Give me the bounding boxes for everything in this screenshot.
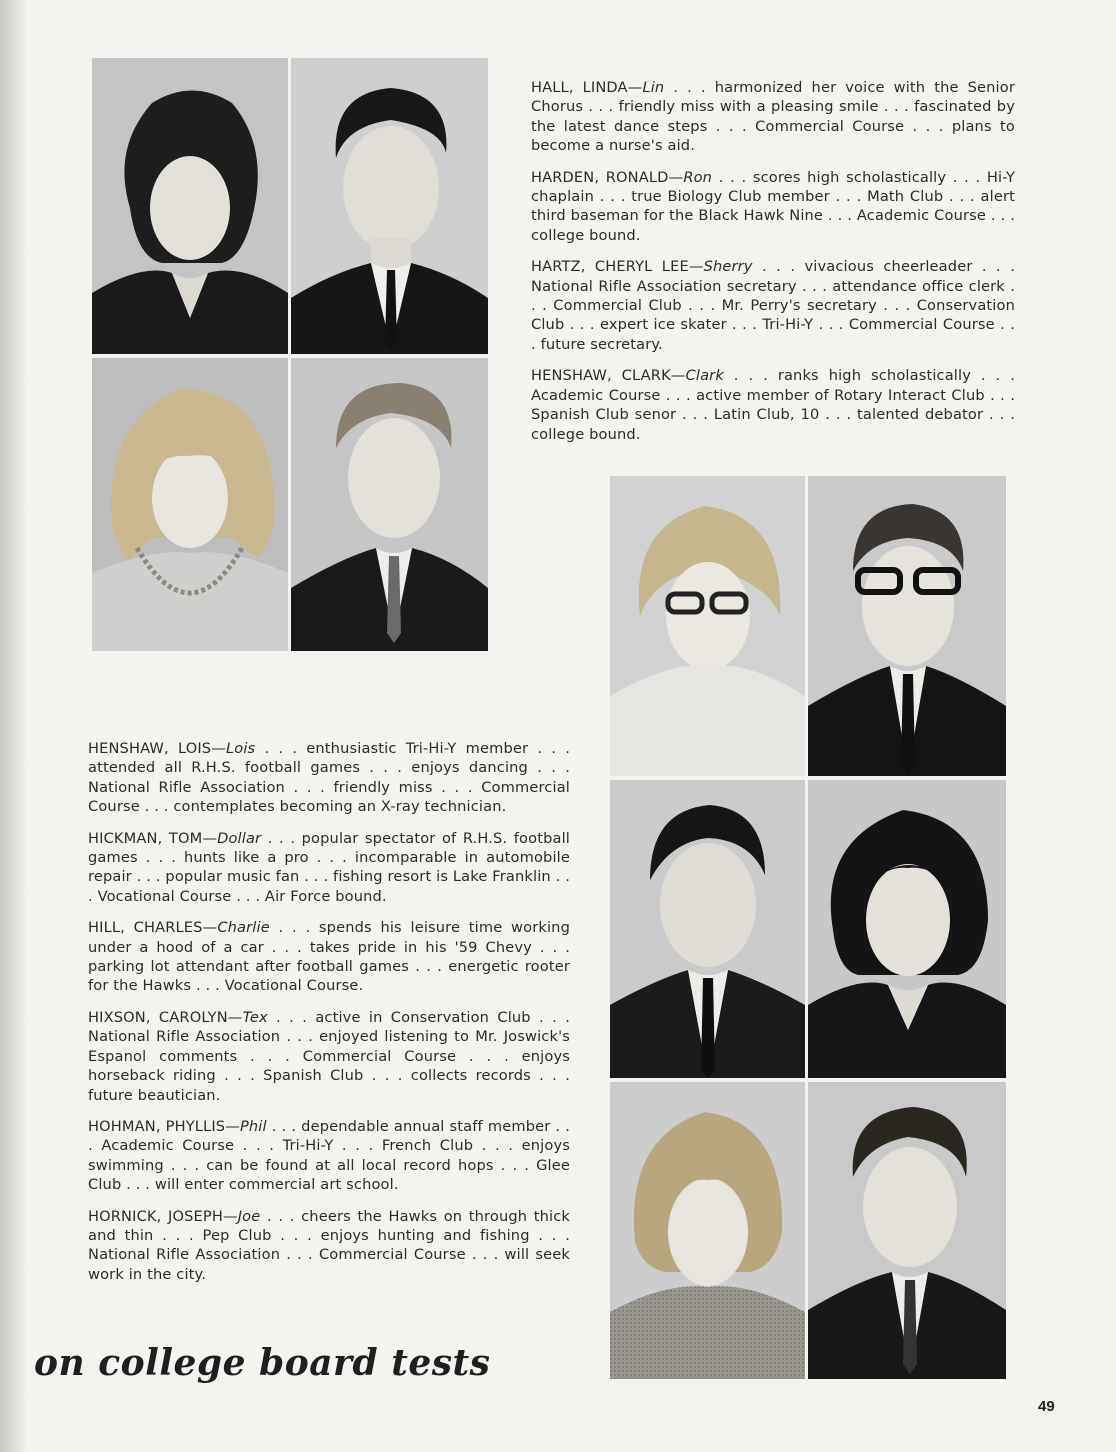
student-name: HIXSON, CAROLYN—: [88, 1008, 243, 1026]
bio-entry: [531, 168, 1015, 246]
student-name: HOHMAN, PHYLLIS—: [88, 1117, 240, 1135]
bio-entry: [88, 829, 570, 907]
student-description: . . . enthusiastic Tri-Hi-Y member . . . attended all R.H.S. football games . . . enjoys dancing . . . National Rifle Association . . . friendly miss . . . Commercial Course . . . contemplates becoming an X-ray technician.: [88, 740, 570, 816]
student-description: . . . cheers the Hawks on through thick and thin . . . Pep Club . . . enjoys hunting and fishing . . . National Rifle Association . . . Commercial Course . . . will seek work in the city.: [88, 1207, 570, 1283]
student-nickname: Lois: [225, 740, 256, 757]
portrait-hartz-cheryl: [92, 358, 288, 651]
student-name: HORNICK, JOSEPH—: [88, 1207, 238, 1225]
student-description: . . . spends his leisure time working under a hood of a car . . . takes pride in his '59 Chevy . . . parking lot attendant after football games . . . energetic rooter for the Hawks . . . Vocational Course.: [88, 919, 570, 995]
student-description: . . . active in Conservation Club . . . National Rifle Association . . . enjoyed listening to Mr. Joswick's Espanol comments . . . Commercial Course . . . enjoys horseback riding . . . Spanish Club . . . collects records . . . future beautician.: [88, 1008, 570, 1104]
bio-column-bottom: [88, 739, 570, 1296]
bio-entry: [88, 1008, 570, 1105]
student-nickname: Clark: [685, 367, 724, 385]
student-nickname: Ron: [683, 168, 713, 186]
portrait-henshaw-clark: [291, 358, 488, 651]
student-nickname: Joe: [237, 1207, 261, 1225]
page-headline: on college board tests: [34, 1342, 491, 1384]
bio-entry: [88, 918, 570, 996]
portrait-hohman-phyllis: [610, 1082, 805, 1379]
student-name: HARDEN, RONALD—: [531, 168, 684, 186]
student-name: HARTZ, CHERYL LEE—: [531, 258, 704, 276]
student-name: HILL, CHARLES—: [88, 919, 218, 937]
student-description: . . . harmonized her voice with the Senior Chorus . . . friendly miss with a pleasing smile . . . fascinated by the latest dance steps . . . Commercial Course . . . plans to become a nurse's aid.: [531, 79, 1015, 155]
page-number: 49: [1038, 1398, 1055, 1415]
student-nickname: Lin: [642, 79, 665, 96]
student-name: HALL, LINDA—: [531, 79, 643, 96]
student-nickname: Charlie: [217, 919, 270, 937]
bio-entry: [531, 366, 1015, 444]
student-description: . . . ranks high scholastically . . . Academic Course . . . active member of Rotary Interact Club . . . Spanish Club senor . . . Latin Club, 10 . . . talented debator . . . college bound.: [531, 367, 1015, 443]
portrait-henshaw-lois: [610, 476, 805, 776]
student-nickname: Tex: [242, 1008, 268, 1026]
bio-entry: [531, 78, 1015, 156]
portrait-harden-ronald: [291, 58, 488, 354]
bio-column-top: [531, 78, 1015, 456]
student-nickname: Phil: [239, 1117, 267, 1135]
page-binding-shadow: [0, 0, 28, 1452]
portrait-hixson-carolyn: [808, 780, 1006, 1078]
student-description: . . . popular spectator of R.H.S. football games . . . hunts like a pro . . . incomparable in automobile repair . . . popular music fan . . . fishing resort is Lake Franklin . . . Vocational Course . . . Air Force bound.: [88, 829, 571, 905]
student-name: HENSHAW, CLARK—: [531, 367, 686, 385]
bio-entry: [531, 257, 1015, 354]
portrait-hill-charles: [610, 780, 805, 1078]
bio-entry: [88, 1117, 570, 1195]
student-description: . . . dependable annual staff member . . . Academic Course . . . Tri-Hi-Y . . . French Club . . . enjoys swimming . . . can be found at all local record hops . . . Glee Club . . . will enter commercial art school.: [88, 1117, 571, 1194]
bio-entry: [88, 739, 570, 817]
bio-entry: [88, 1207, 570, 1285]
student-name: HENSHAW, LOIS—: [88, 740, 226, 757]
portrait-hall-linda: [92, 58, 288, 354]
portrait-hickman-tom: [808, 476, 1006, 776]
student-nickname: Dollar: [217, 829, 262, 847]
student-description: . . . vivacious cheerleader . . . National Rifle Association secretary . . . attendance office clerk . . . Commercial Club . . . Mr. Perry's secretary . . . Conservation Club . . . expert ice skater . . . Tri-Hi-Y . . . Commercial Course . . . future secretary.: [531, 258, 1015, 353]
student-nickname: Sherry: [703, 258, 753, 276]
portrait-hornick-joseph: [808, 1082, 1006, 1379]
student-description: . . . scores high scholastically . . . Hi-Y chaplain . . . true Biology Club member . . . Math Club . . . alert third baseman for the Black Hawk Nine . . . Academic Course . . . college bound.: [531, 168, 1016, 244]
student-name: HICKMAN, TOM—: [88, 829, 218, 847]
